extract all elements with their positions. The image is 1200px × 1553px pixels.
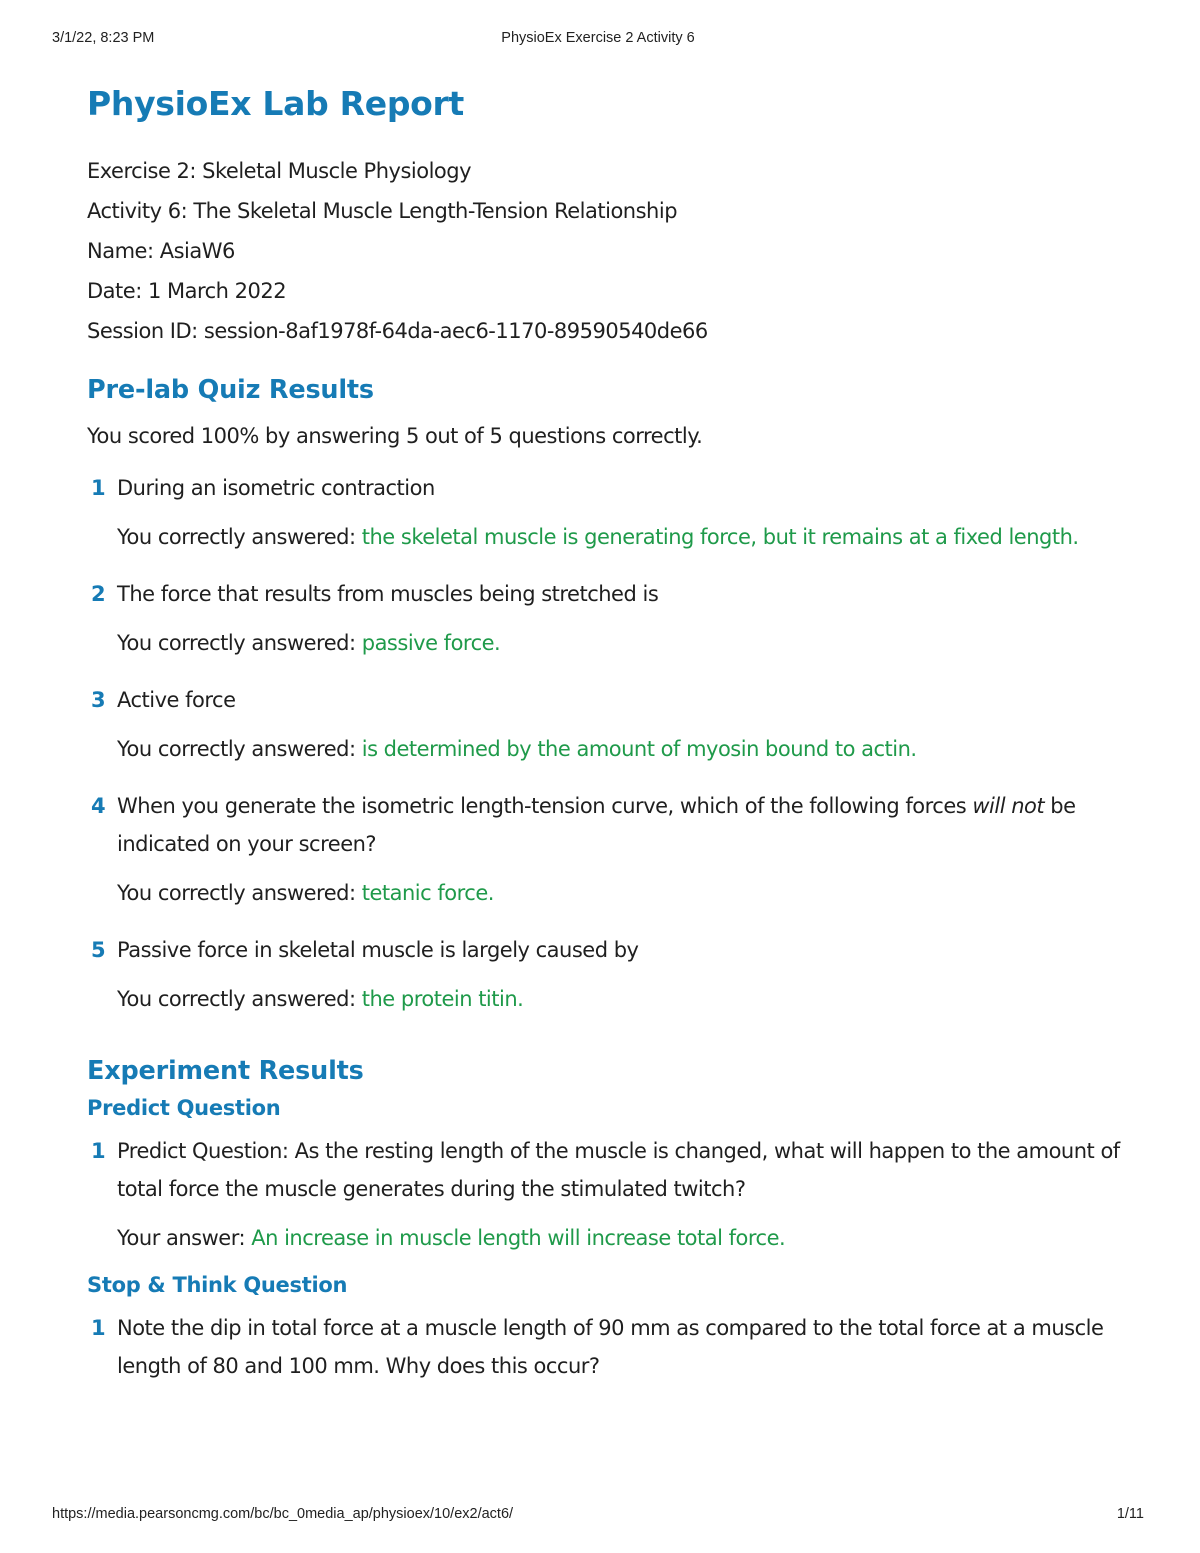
prelab-question-4	[87, 787, 1147, 912]
answer-line	[117, 731, 1147, 768]
answer-value: the skeletal muscle is generating force, but it remains at a fixed length.	[361, 525, 1079, 549]
answer-line	[117, 875, 1147, 912]
prelab-question-2	[87, 575, 1147, 662]
answer-prefix: You correctly answered:	[117, 737, 362, 761]
question-number: 1	[91, 1316, 106, 1340]
question-text	[117, 787, 1147, 863]
date-line: Date: 1 March 2022	[87, 279, 287, 303]
question-text: Note the dip in total force at a muscle length of 90 mm as compared to the total force at a muscle length of 80 and 100 mm. Why does this occur?	[117, 1316, 1104, 1378]
report-title: PhysioEx Lab Report	[87, 84, 464, 123]
experiment-heading: Experiment Results	[87, 1056, 364, 1086]
question-number: 3	[91, 688, 106, 712]
print-page-number: 1/11	[1116, 1506, 1144, 1522]
question-text-part: When you generate the isometric length-tension curve, which of the following forces	[117, 794, 973, 818]
activity-line: Activity 6: The Skeletal Muscle Length-Tension Relationship	[87, 199, 678, 223]
answer-prefix: You correctly answered:	[117, 631, 362, 655]
question-text: Active force	[117, 688, 236, 712]
question-text: Predict Question: As the resting length of the muscle is changed, what will happen to the amount of total force the muscle generates during the stimulated twitch?	[117, 1139, 1120, 1201]
question-number: 1	[91, 476, 106, 500]
question-number: 5	[91, 938, 106, 962]
question-text: The force that results from muscles being stretched is	[117, 582, 659, 606]
answer-value: the protein titin.	[361, 987, 524, 1011]
stop-think-heading: Stop & Think Question	[87, 1273, 348, 1297]
answer-line	[117, 519, 1147, 556]
report-content	[87, 84, 1147, 1385]
print-datetime: 3/1/22, 8:23 PM	[52, 30, 155, 46]
answer-value: is determined by the amount of myosin bound to actin.	[361, 737, 917, 761]
session-line: Session ID: session-8af1978f-64da-aec6-1170-89590540de66	[87, 319, 708, 343]
question-number: 2	[91, 582, 106, 606]
answer-prefix: You correctly answered:	[117, 987, 362, 1011]
name-line: Name: AsiaW6	[87, 239, 235, 263]
answer-line	[117, 625, 1147, 662]
prelab-score: You scored 100% by answering 5 out of 5 questions correctly.	[87, 424, 703, 448]
exercise-line: Exercise 2: Skeletal Muscle Physiology	[87, 159, 472, 183]
question-text-part: be indicated on your screen?	[117, 794, 1076, 856]
predict-heading: Predict Question	[87, 1096, 281, 1120]
answer-value: tetanic force.	[361, 881, 494, 905]
answer-line	[117, 981, 1147, 1018]
answer-value: An increase in muscle length will increase total force.	[251, 1226, 786, 1250]
predict-question-1	[87, 1132, 1147, 1257]
answer-line	[117, 1220, 1147, 1257]
answer-prefix: Your answer:	[117, 1226, 252, 1250]
prelab-heading: Pre-lab Quiz Results	[87, 375, 374, 405]
stop-think-question-1	[87, 1309, 1147, 1385]
print-doc-title: PhysioEx Exercise 2 Activity 6	[501, 30, 695, 46]
answer-prefix: You correctly answered:	[117, 525, 362, 549]
question-number: 4	[91, 794, 106, 818]
question-text: During an isometric contraction	[117, 476, 435, 500]
answer-value: passive force.	[361, 631, 501, 655]
prelab-question-3	[87, 681, 1147, 768]
question-text: Passive force in skeletal muscle is largely caused by	[117, 938, 639, 962]
print-url: https://media.pearsoncmg.com/bc/bc_0media_ap/physioex/10/ex2/act6/	[52, 1506, 514, 1522]
question-number: 1	[91, 1139, 106, 1163]
question-text-emphasis: will not	[972, 794, 1045, 818]
answer-prefix: You correctly answered:	[117, 881, 362, 905]
prelab-question-1	[87, 469, 1147, 556]
prelab-question-5	[87, 931, 1147, 1018]
